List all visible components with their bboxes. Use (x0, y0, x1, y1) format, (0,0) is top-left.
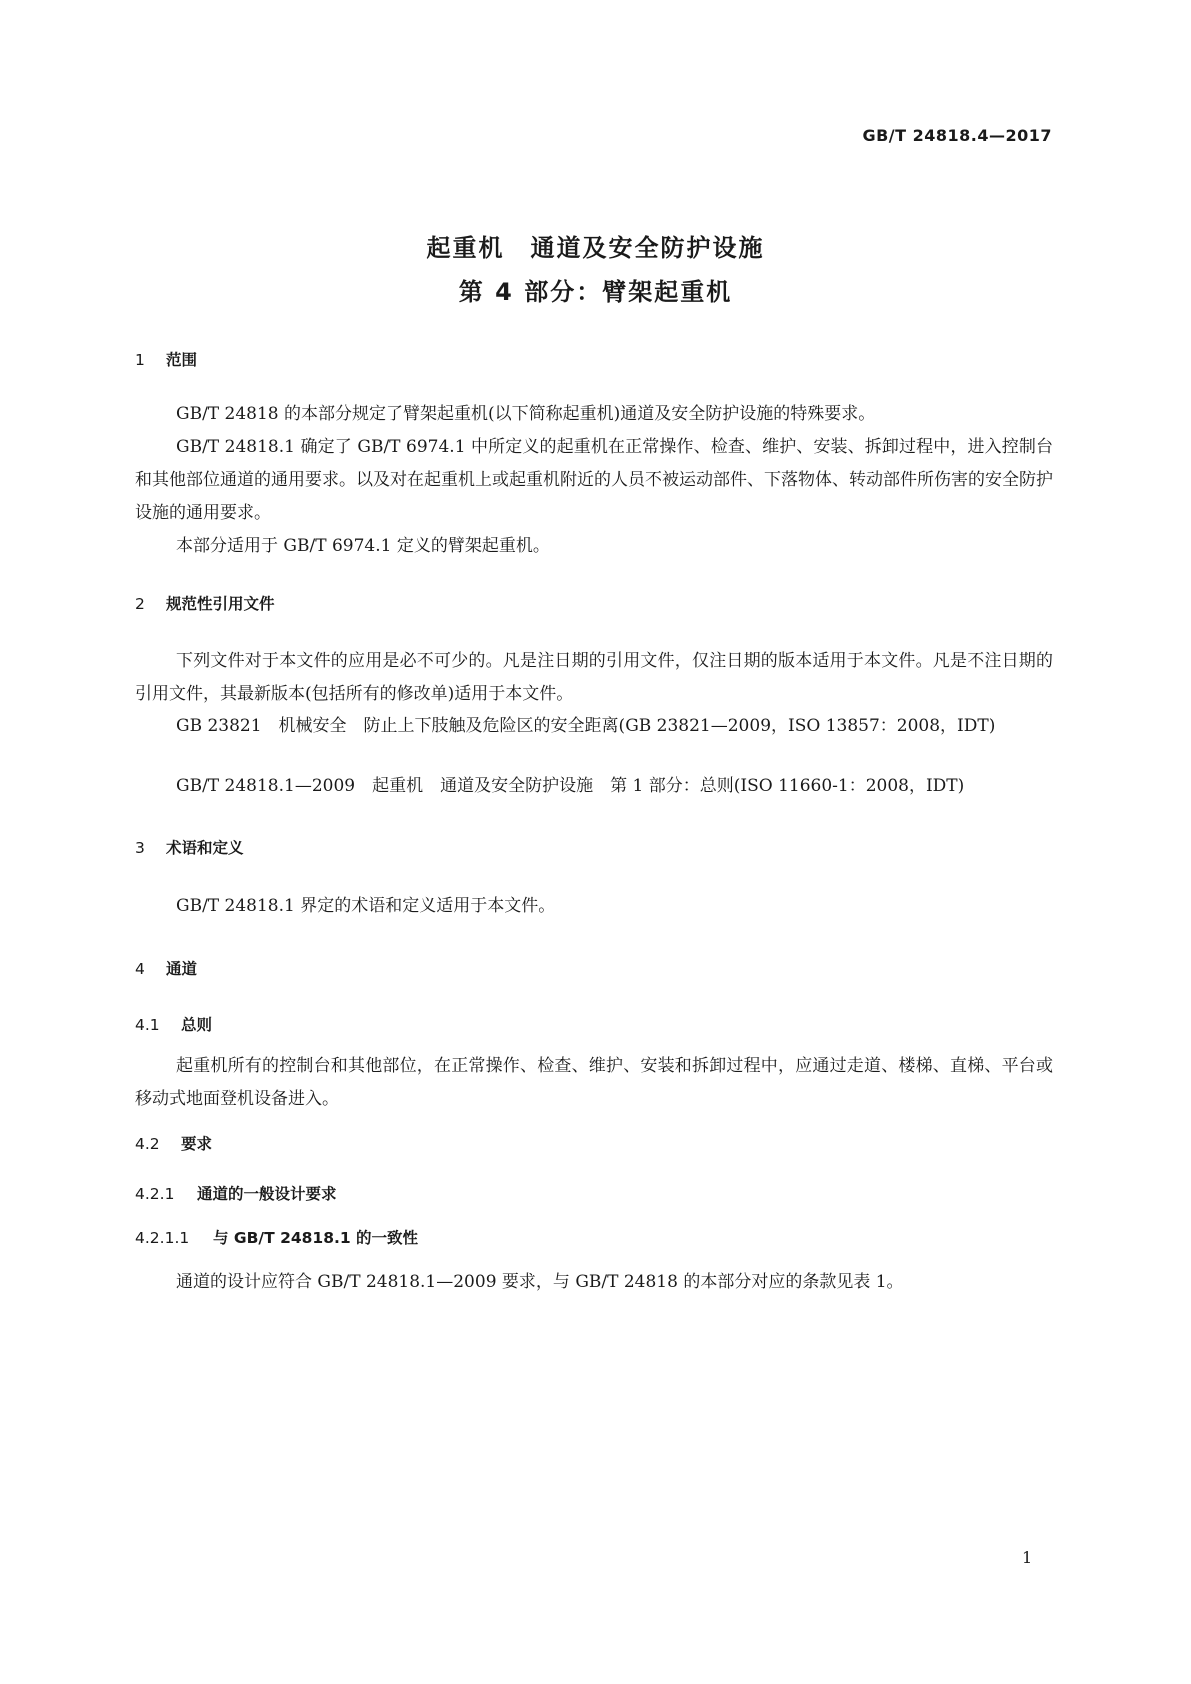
section-number: 4.2.1.1 (135, 1229, 190, 1247)
section-heading-4-2-1 (135, 1182, 337, 1204)
reference-entry: GB 23821 机械安全 防止上下肢触及危险区的安全距离(GB 23821—2009，ISO 13857：2008，IDT) (176, 716, 996, 736)
paragraph: 下列文件对于本文件的应用是必不可少的。凡是注日期的引用文件，仅注日期的版本适用于本文件。凡是不注日期的引用文件，其最新版本(包括所有的修改单)适用于本文件。 (135, 651, 1053, 704)
section-number: 1 (135, 351, 145, 369)
section-number: 4.2 (135, 1135, 160, 1153)
section-title: 规范性引用文件 (166, 595, 275, 613)
section-heading-1 (135, 348, 197, 370)
section-title: 要求 (181, 1135, 213, 1153)
section-number: 4 (135, 960, 145, 978)
section-title: 通道的一般设计要求 (197, 1185, 337, 1203)
paragraph: GB/T 24818 的本部分规定了臂架起重机(以下简称起重机)通道及安全防护设施的特殊要求。 (176, 404, 876, 424)
section-title: 范围 (166, 351, 198, 369)
standard-code: GB/T 24818.4—2017 (862, 126, 1052, 145)
section-title: 总则 (181, 1016, 213, 1034)
paragraph: 通道的设计应符合 GB/T 24818.1—2009 要求，与 GB/T 24818 的本部分对应的条款见表 1。 (176, 1272, 904, 1292)
section-title: 术语和定义 (166, 839, 244, 857)
paragraph: GB/T 24818.1 界定的术语和定义适用于本文件。 (176, 896, 556, 916)
section-title: 与 GB/T 24818.1 的一致性 (213, 1229, 419, 1247)
document-title-line2: 第 4 部分：臂架起重机 (458, 278, 733, 306)
section-title: 通道 (166, 960, 198, 978)
document-title-line1: 起重机 通道及安全防护设施 (426, 234, 765, 262)
paragraph: 起重机所有的控制台和其他部位，在正常操作、检查、维护、安装和拆卸过程中，应通过走道、楼梯、直梯、平台或移动式地面登机设备进入。 (135, 1056, 1053, 1109)
section-heading-3 (135, 836, 244, 858)
section-number: 2 (135, 595, 145, 613)
paragraph: 本部分适用于 GB/T 6974.1 定义的臂架起重机。 (176, 536, 550, 556)
section-heading-4-1 (135, 1013, 212, 1035)
section-number: 3 (135, 839, 145, 857)
paragraph: GB/T 24818.1 确定了 GB/T 6974.1 中所定义的起重机在正常操作、检查、维护、安装、拆卸过程中，进入控制台和其他部位通道的通用要求。以及对在起重机上或起重机附近的人员不被运动部件、下落物体、转动部件所伤害的安全防护设施的通用要求。 (135, 437, 1053, 523)
section-heading-2 (135, 592, 275, 614)
section-heading-4 (135, 957, 197, 979)
section-number: 4.1 (135, 1016, 160, 1034)
page-number: 1 (1022, 1548, 1033, 1567)
section-number: 4.2.1 (135, 1185, 175, 1203)
section-heading-4-2-1-1 (135, 1226, 418, 1248)
section-heading-4-2 (135, 1132, 212, 1154)
reference-entry: GB/T 24818.1—2009 起重机 通道及安全防护设施 第 1 部分：总则(ISO 11660-1：2008，IDT) (176, 776, 965, 796)
